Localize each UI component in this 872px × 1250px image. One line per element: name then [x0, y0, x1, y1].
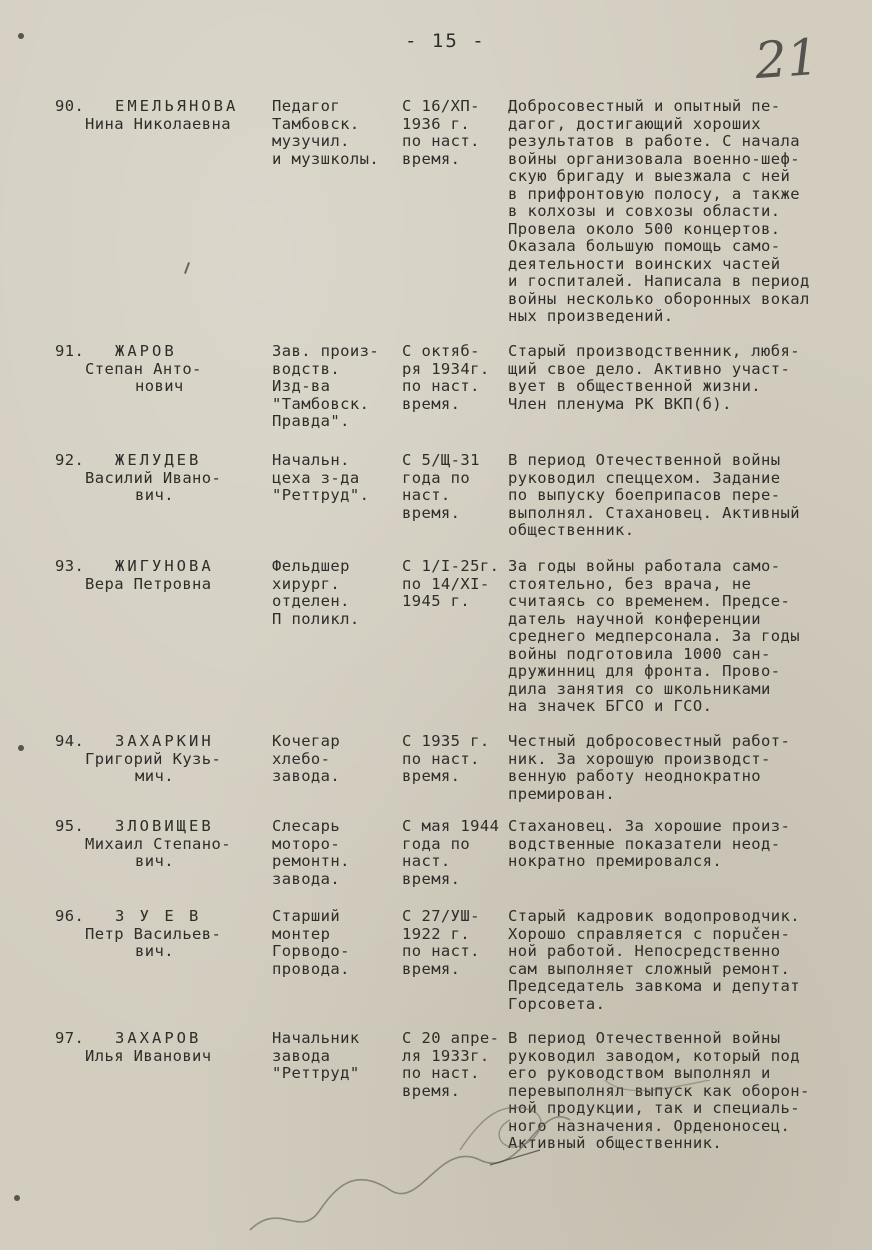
- given-name-line: Петр Васильев-: [85, 924, 222, 943]
- merit-line: войны несколько оборонных вокал: [508, 289, 810, 308]
- position-line: Изд-ва: [272, 377, 331, 395]
- position-line: Педагог: [272, 97, 341, 115]
- period-line: по наст.: [402, 749, 480, 768]
- position-line: хирург.: [272, 574, 341, 593]
- entry-number: 91.: [55, 342, 85, 360]
- period-cell: [402, 818, 499, 888]
- position-cell: [272, 558, 360, 628]
- period-line: время.: [402, 503, 461, 522]
- position-line: "Тамбовск.: [272, 394, 370, 413]
- merit-cell: [508, 98, 810, 326]
- position-line: "Реттруд": [272, 1064, 360, 1082]
- given-name-line: Илья Иванович: [85, 1046, 212, 1065]
- period-line: по 14/ХI-: [402, 574, 490, 593]
- merit-line: датель научной конференции: [508, 609, 762, 628]
- position-line: "Реттруд".: [272, 486, 370, 504]
- merit-line: Член пленума РК ВКП(б).: [508, 394, 732, 413]
- given-name-line: Григорий Кузь-: [85, 749, 222, 768]
- given-name-line: вич.: [135, 486, 174, 504]
- given-name-line: Михаил Степано-: [85, 834, 231, 853]
- merit-line: на значек БГСО и ГСО.: [508, 697, 713, 715]
- given-name-line: вич.: [135, 852, 174, 870]
- merit-line: скую бригаду и выезжала с ней: [508, 167, 791, 185]
- entry-number: 96.: [55, 907, 85, 925]
- merit-line: выполнял. Стахановец. Активный: [508, 503, 800, 522]
- period-line: 1945 г.: [402, 592, 471, 610]
- period-line: время.: [402, 394, 461, 413]
- period-line: года по: [402, 468, 471, 487]
- merit-line: Стахановец. За хорошие произ-: [508, 817, 791, 835]
- merit-line: Добросовестный и опытный пе-: [508, 97, 781, 115]
- name-cell: [85, 1030, 212, 1065]
- entry-number: 90.: [55, 97, 85, 115]
- name-cell: [85, 343, 202, 396]
- period-line: время.: [402, 1081, 461, 1100]
- merit-line: Честный добросовестный работ-: [508, 732, 791, 750]
- merit-line: венную работу неоднократно: [508, 767, 762, 785]
- entry-number: 92.: [55, 451, 85, 469]
- merit-line: вует в общественной жизни.: [508, 377, 762, 395]
- position-line: Слесарь: [272, 817, 341, 835]
- pencil-tick: [184, 262, 190, 274]
- position-line: Правда".: [272, 412, 350, 430]
- merit-line: В период Отечественной войны: [508, 451, 781, 469]
- period-line: 1936 г.: [402, 114, 471, 133]
- period-line: С мая 1944: [402, 817, 500, 835]
- merit-line: и госпиталей. Написала в период: [508, 272, 810, 290]
- position-line: хлебо-: [272, 749, 331, 768]
- position-line: ремонтн.: [272, 852, 350, 870]
- merit-line: Активный общественник.: [508, 1134, 723, 1152]
- merit-line: дила занятия со школьниками: [508, 679, 771, 698]
- period-line: по наст.: [402, 132, 480, 150]
- position-line: моторо-: [272, 834, 341, 853]
- position-line: Начальн.: [272, 451, 350, 469]
- name-cell: [85, 452, 221, 505]
- position-cell: [272, 818, 350, 888]
- period-line: время.: [402, 869, 461, 888]
- period-line: время.: [402, 959, 461, 978]
- surname: ЗАХАРОВ: [115, 1029, 202, 1047]
- given-name-line: мич.: [135, 767, 174, 785]
- handwritten-page-number: 21: [753, 27, 821, 91]
- position-line: и музшколы.: [272, 149, 380, 168]
- merit-line: его руководством выполнял и: [508, 1064, 771, 1082]
- period-cell: [402, 908, 480, 978]
- name-cell: [85, 908, 221, 961]
- position-line: Зав. произ-: [272, 342, 380, 360]
- entry-number: 97.: [55, 1029, 85, 1047]
- page-number: - 15 -: [405, 30, 486, 52]
- merit-line: руководил спеццехом. Задание: [508, 468, 781, 487]
- merit-cell: [508, 452, 800, 540]
- period-line: года по: [402, 834, 471, 853]
- merit-line: дагог, достигающий хороших: [508, 114, 762, 133]
- punch-mark: [14, 1195, 20, 1201]
- position-line: Горводо-: [272, 942, 350, 960]
- merit-line: Председатель завкома и депутат: [508, 977, 800, 995]
- position-line: Тамбовск.: [272, 114, 360, 133]
- merit-cell: [508, 343, 800, 413]
- position-line: Начальник: [272, 1029, 360, 1047]
- surname: ЖИГУНОВА: [115, 557, 214, 575]
- period-line: наст.: [402, 486, 451, 504]
- punch-mark: [18, 33, 24, 39]
- merit-line: премирован.: [508, 784, 616, 803]
- merit-line: ной работой. Непосредственно: [508, 942, 781, 960]
- merit-line: водственные показатели неод-: [508, 834, 781, 853]
- position-cell: [272, 733, 340, 786]
- position-line: Фельдшер: [272, 557, 350, 575]
- surname: ЗЛОВИЩЕВ: [115, 817, 214, 835]
- merit-line: ного назначения. Орденоносец.: [508, 1116, 791, 1135]
- merit-cell: [508, 908, 800, 1013]
- period-line: С 27/УШ-: [402, 907, 480, 925]
- merit-line: сам выполняет сложный ремонт.: [508, 959, 791, 978]
- position-cell: [272, 908, 350, 978]
- position-cell: [272, 452, 369, 505]
- position-line: цеха з-да: [272, 468, 360, 487]
- merit-line: ных произведений.: [508, 307, 674, 325]
- period-line: ря 1934г.: [402, 359, 490, 378]
- merit-line: Старый кадровик водопроводчик.: [508, 907, 800, 925]
- merit-line: общественник.: [508, 521, 635, 539]
- period-line: С 20 апре-: [402, 1029, 500, 1047]
- period-line: время.: [402, 149, 461, 168]
- merit-line: ник. За хорошую производст-: [508, 749, 771, 768]
- punch-mark: [18, 745, 24, 751]
- position-line: отделен.: [272, 592, 350, 610]
- position-line: завода.: [272, 869, 341, 888]
- name-cell: [85, 98, 238, 133]
- merit-line: войны организовала военно-шеф-: [508, 149, 800, 168]
- merit-line: стоятельно, без врача, не: [508, 574, 752, 593]
- given-name-line: Нина Николаевна: [85, 114, 231, 133]
- merit-line: В период Отечественной войны: [508, 1029, 781, 1047]
- merit-line: Хорошо справляется с порučен-: [508, 924, 791, 943]
- merit-line: Провела около 500 концертов.: [508, 219, 781, 238]
- period-line: время.: [402, 767, 461, 785]
- surname: ЕМЕЛЬЯНОВА: [115, 97, 239, 115]
- merit-line: Старый производственник, любя-: [508, 342, 800, 360]
- period-line: С октяб-: [402, 342, 480, 360]
- given-name-line: нович: [135, 377, 184, 395]
- position-line: водств.: [272, 359, 341, 378]
- period-cell: [402, 343, 490, 413]
- merit-line: дружинниц для фронта. Прово-: [508, 662, 781, 680]
- surname: З У Е В: [115, 907, 202, 925]
- merit-line: перевыполнял выпуск как оборон-: [508, 1081, 810, 1100]
- merit-line: войны подготовила 1000 сан-: [508, 644, 771, 663]
- merit-line: считаясь со временем. Предсе-: [508, 592, 791, 610]
- merit-line: в прифронтовую полосу, а также: [508, 184, 800, 203]
- position-cell: [272, 343, 379, 431]
- period-line: С 16/ХП-: [402, 97, 480, 115]
- period-cell: [402, 452, 480, 522]
- name-cell: [85, 558, 214, 593]
- period-line: по наст.: [402, 1064, 480, 1082]
- position-line: монтер: [272, 924, 331, 943]
- position-line: П поликл.: [272, 609, 360, 628]
- given-name-line: Степан Анто-: [85, 359, 202, 378]
- position-cell: [272, 98, 379, 168]
- name-cell: [85, 733, 221, 786]
- entry-number: 94.: [55, 732, 85, 750]
- period-line: С 1935 г.: [402, 732, 490, 750]
- merit-line: среднего медперсонала. За годы: [508, 627, 800, 645]
- given-name-line: Вера Петровна: [85, 574, 212, 593]
- period-line: по наст.: [402, 942, 480, 960]
- period-cell: [402, 98, 480, 168]
- merit-cell: [508, 733, 790, 803]
- period-line: наст.: [402, 852, 451, 870]
- surname: ЖАРОВ: [115, 342, 177, 360]
- merit-line: За годы войны работала само-: [508, 557, 781, 575]
- merit-line: в колхозы и совхозы области.: [508, 202, 781, 220]
- merit-line: Оказала большую помощь само-: [508, 237, 781, 255]
- surname: ЗАХАРКИН: [115, 732, 214, 750]
- surname: ЖЕЛУДЕВ: [115, 451, 202, 469]
- period-line: С 1/I-25г.: [402, 557, 500, 575]
- merit-line: по выпуску боеприпасов пере-: [508, 486, 781, 504]
- merit-cell: [508, 818, 790, 871]
- merit-line: руководил заводом, который под: [508, 1046, 800, 1065]
- merit-cell: [508, 558, 800, 716]
- merit-line: результатов в работе. С начала: [508, 132, 800, 150]
- handwritten-scrawl: [240, 1080, 760, 1250]
- period-cell: [402, 558, 499, 611]
- period-line: С 5/Щ-31: [402, 451, 480, 469]
- period-line: по наст.: [402, 377, 480, 395]
- merit-line: щий свое дело. Активно участ-: [508, 359, 791, 378]
- given-name-line: вич.: [135, 942, 174, 960]
- position-line: музучил.: [272, 132, 350, 150]
- position-line: провода.: [272, 959, 350, 978]
- position-line: Старший: [272, 907, 341, 925]
- given-name-line: Василий Ивано-: [85, 468, 222, 487]
- position-line: Кочегар: [272, 732, 341, 750]
- position-cell: [272, 1030, 360, 1083]
- position-line: завода: [272, 1046, 331, 1065]
- period-line: 1922 г.: [402, 924, 471, 943]
- merit-line: ной продукции, так и специаль-: [508, 1099, 800, 1117]
- entry-number: 93.: [55, 557, 85, 575]
- merit-line: нократно премировался.: [508, 852, 723, 870]
- period-line: ля 1933г.: [402, 1046, 490, 1065]
- merit-line: Горсовета.: [508, 994, 606, 1013]
- position-line: завода.: [272, 767, 341, 785]
- period-cell: [402, 733, 490, 786]
- entry-number: 95.: [55, 817, 85, 835]
- merit-line: деятельности воинских частей: [508, 254, 781, 273]
- name-cell: [85, 818, 231, 871]
